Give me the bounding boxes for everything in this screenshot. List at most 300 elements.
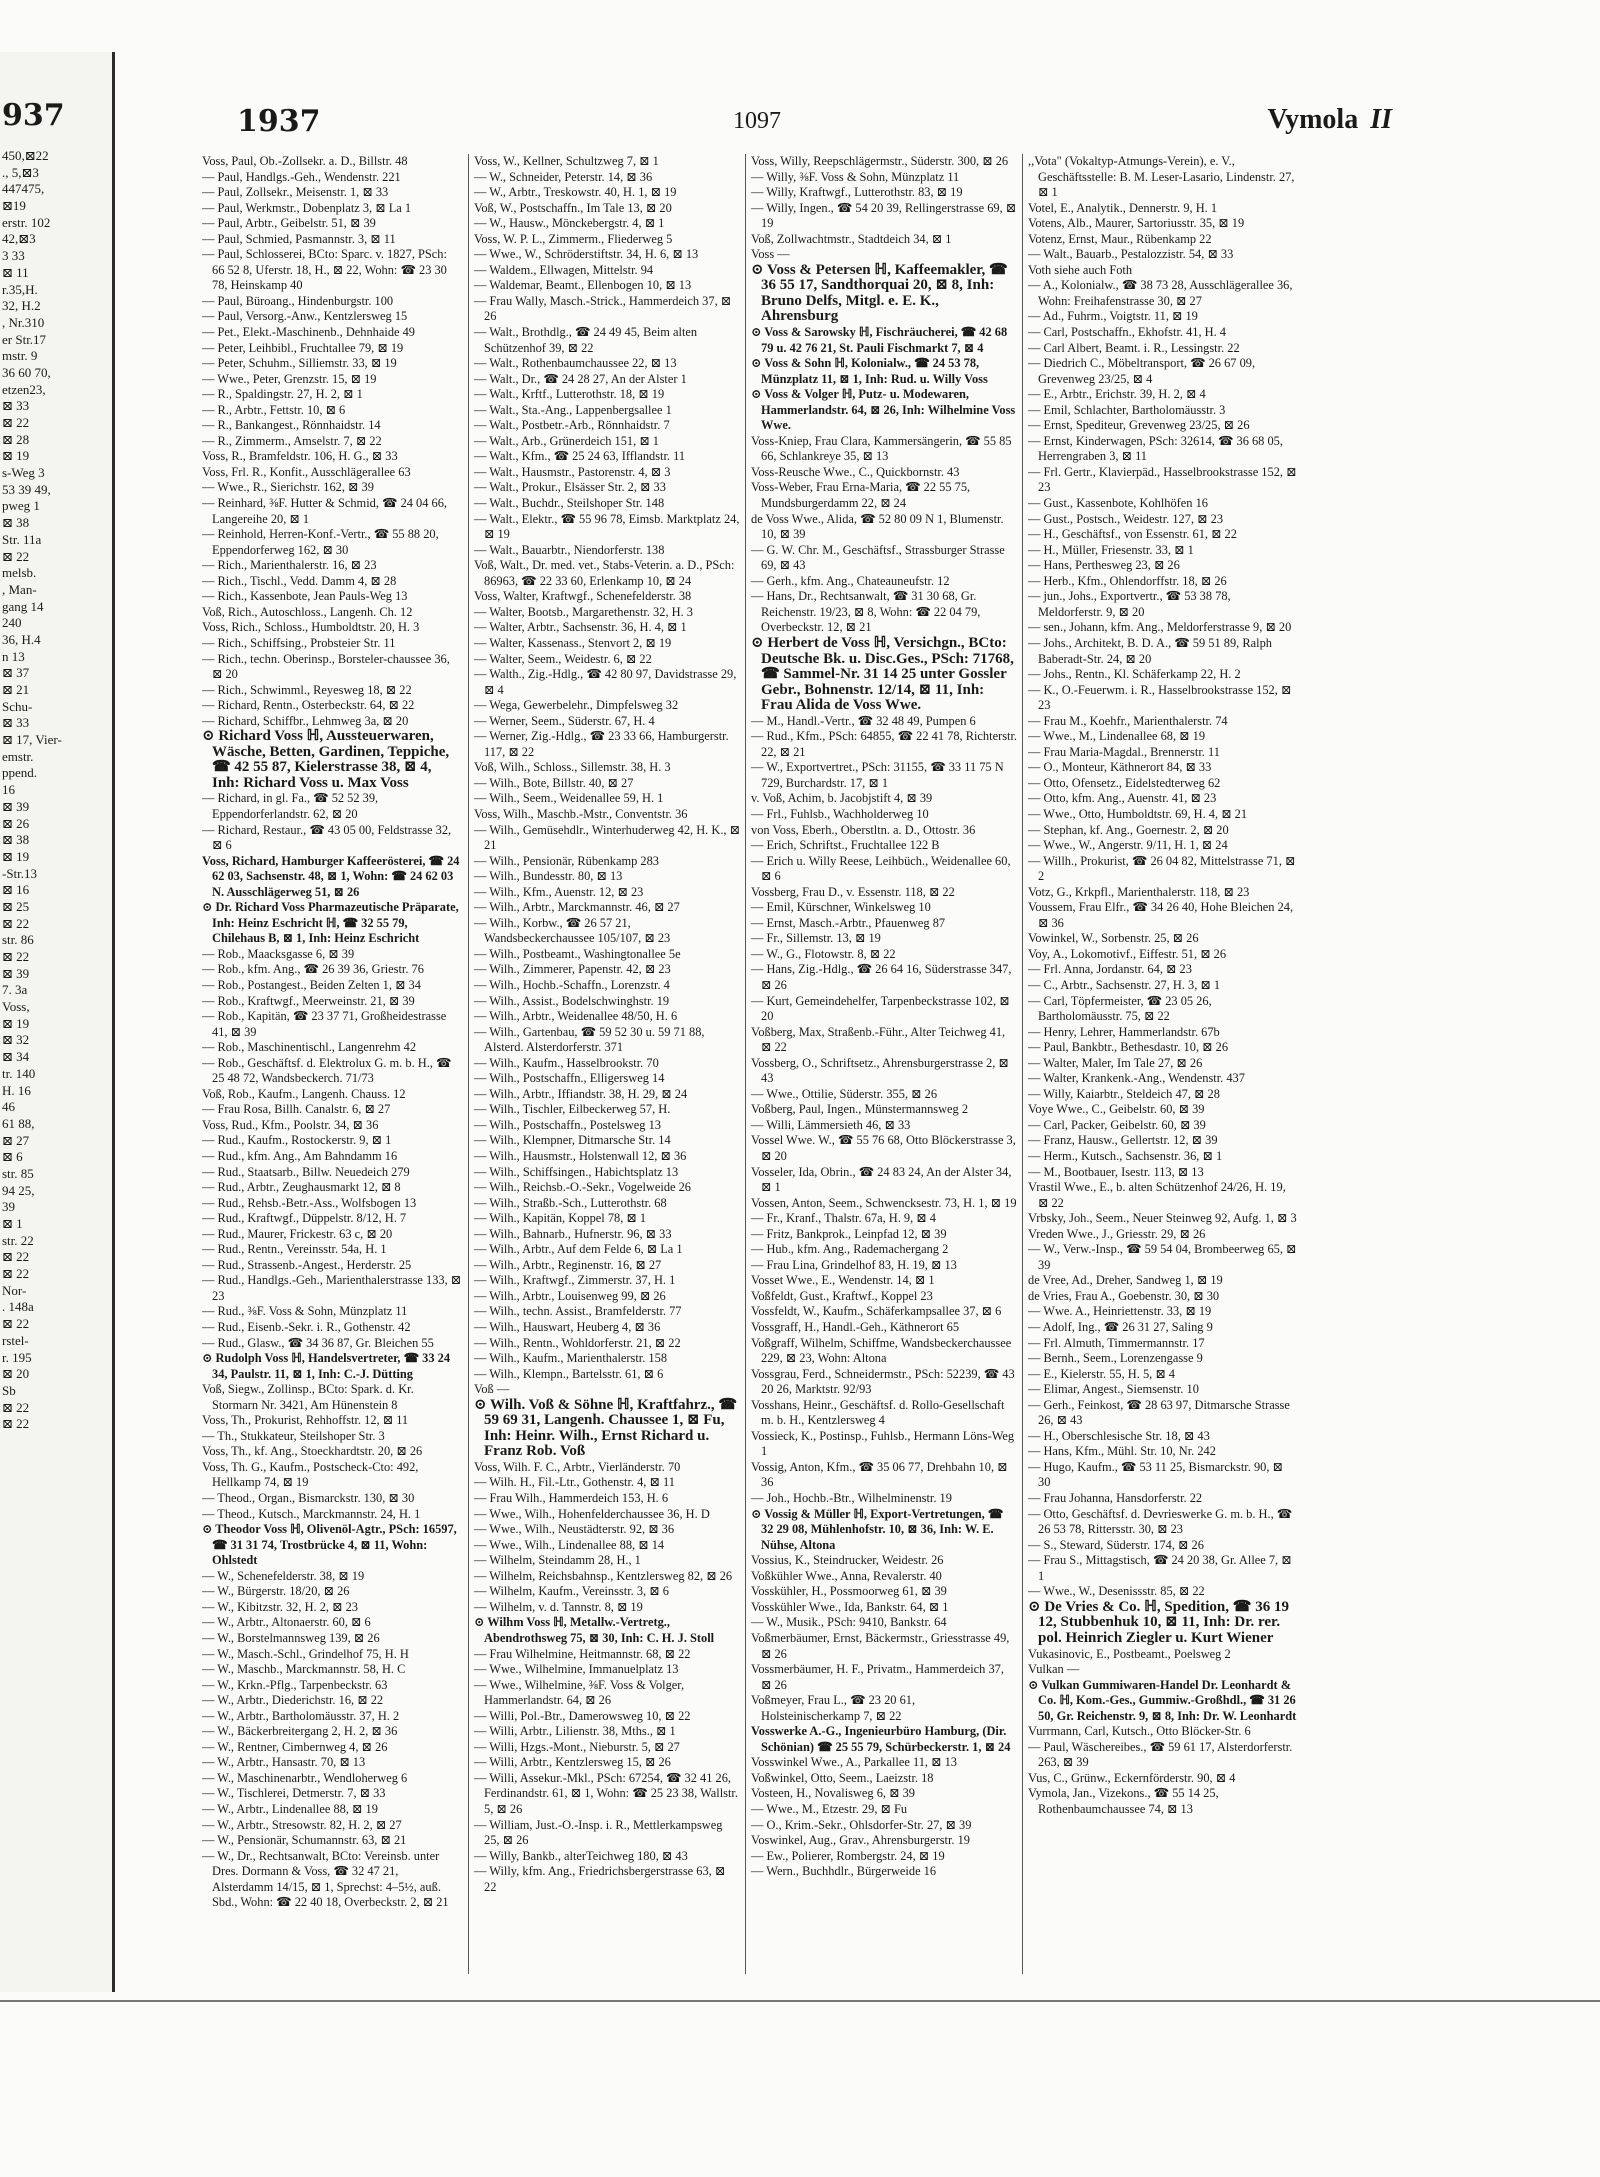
directory-entry: Vossen, Anton, Seem., Schwencksestr. 73, H. 1, ⊠ 19	[751, 1195, 1017, 1210]
directory-entry: — Walt., Brothdlg., ☎ 24 49 45, Beim alten Schützenhof 39, ⊠ 22	[474, 325, 698, 355]
directory-entry: Voss, W., Kellner, Schultzweg 7, ⊠ 1	[474, 154, 659, 168]
directory-entry: — C., Arbtr., Sachsenstr. 27, H. 3, ⊠ 1	[1028, 977, 1221, 992]
directory-entry: — Wwe., R., Sierichstr. 162, ⊠ 39	[202, 480, 374, 495]
directory-entry: — W., Musik., PSch: 9410, Bankstr. 64	[751, 1615, 947, 1630]
directory-entry: Voss, Walter, Kraftwgf., Schenefelderstr. 38	[474, 589, 692, 604]
directory-entry: Voß, Wilh., Schloss., Sillemstr. 38, H. 3	[474, 760, 671, 775]
directory-entry: — Hans, Zig.-Hdlg., ☎ 26 64 16, Süderstrasse 347, ⊠ 26	[751, 962, 1012, 992]
page-number: 1097	[733, 108, 781, 134]
directory-entry: — Paul, Handlgs.-Geh., Wendenstr. 221	[202, 169, 401, 184]
directory-entry: — Walt., Bauarb., Pestalozzistr. 54, ⊠ 33	[1028, 247, 1234, 262]
directory-entry: — Rud., Eisenb.-Sekr. i. R., Gothenstr. 42	[202, 1320, 411, 1335]
directory-entry: — Wilh., Arbtr., Marckmannstr. 46, ⊠ 27	[474, 900, 680, 915]
directory-entry: ⊙ Herbert de Voss ℍ, Versichgn., BCto: Deutsche Bk. u. Disc.Ges., PSch: 71768, ☎ Sammel-Nr. 31 14 25 unter Gossler Gebr., Bohnenstr. 12/14, ⊠ 11, Inh: Frau Alida de Voss Wwe.	[751, 634, 1014, 714]
directory-entry: — Erich u. Willy Reese, Leihbüch., Weidenallee 60, ⊠ 6	[751, 853, 1011, 884]
directory-entry: — Walt., Prokur., Elsässer Str. 2, ⊠ 33	[474, 480, 666, 495]
directory-entry: — Rich., Tischl., Vedd. Damm 4, ⊠ 28	[202, 573, 397, 588]
directory-entry: ⊙ Voss & Sarowsky ℍ, Fischräucherei, ☎ 42 68 79 u. 42 76 21, St. Pauli Fischmarkt 7, ⊠ 4	[751, 325, 1008, 355]
directory-entry: — Ernst, Spediteur, Grevenweg 23/25, ⊠ 26	[1028, 418, 1250, 433]
directory-entry: — Frau Wilhelmine, Heitmannstr. 68, ⊠ 22	[474, 1646, 691, 1661]
directory-entry: — Wilh., Gemüsehdlr., Winterhuderweg 42, H. K., ⊠ 21	[474, 822, 740, 853]
directory-entry: — Joh., Hochb.-Btr., Wilhelminenstr. 19	[751, 1491, 952, 1506]
directory-entry: — Waldem., Ellwagen, Mittelstr. 94	[474, 262, 654, 277]
directory-entry: — Frau S., Mittagstisch, ☎ 24 20 38, Gr. Allee 7, ⊠ 1	[1028, 1553, 1292, 1583]
directory-entry: — H., Müller, Friesenstr. 33, ⊠ 1	[1028, 542, 1194, 557]
directory-entry: — Walter, Seem., Weidestr. 6, ⊠ 22	[474, 651, 652, 666]
volume-number: II	[1370, 104, 1392, 135]
left-page-line: Sb	[2, 1382, 16, 1398]
directory-entry: — Walt., Sta.-Ang., Lappenbergsallee 1	[474, 402, 672, 417]
directory-entry: — Rud., ⅜F. Voss & Sohn, Münzplatz 11	[202, 1304, 408, 1319]
directory-entry: — Willi, Arbtr., Kentzlersweg 15, ⊠ 26	[474, 1755, 671, 1770]
left-page-line: Str. 11a	[2, 531, 42, 547]
directory-entry: — Walter, Kassenass., Stenvort 2, ⊠ 19	[474, 635, 672, 650]
directory-entry: — Fr., Kranf., Thalstr. 67a, H. 9, ⊠ 4	[751, 1211, 936, 1226]
directory-entry: — Wilh., Reichsb.-O.-Sekr., Vogelweide 26	[474, 1180, 692, 1195]
left-page-line: ⊠ 39	[2, 798, 30, 814]
directory-entry: Voss —	[751, 247, 790, 262]
directory-entry: — R., Arbtr., Fettstr. 10, ⊠ 6	[202, 402, 346, 417]
directory-entry: Votenz, Ernst, Maur., Rübenkamp 22	[1028, 231, 1212, 246]
left-page-line: tr. 140	[2, 1065, 36, 1081]
directory-entry: — Willh., Prokurist, ☎ 26 04 82, Mittelstrasse 71, ⊠ 2	[1028, 853, 1296, 884]
directory-entry: Voss, Wilh., Maschb.-Mstr., Conventstr. 36	[474, 806, 688, 821]
directory-entry: — R., Zimmerm., Amselstr. 7, ⊠ 22	[202, 433, 382, 448]
directory-entry: — jun., Johs., Exportvertr., ☎ 53 38 78, Meldorferstr. 9, ⊠ 20	[1028, 589, 1231, 619]
left-page-line: Nor-	[2, 1282, 27, 1298]
left-page-line: 53 39 49,	[2, 481, 51, 497]
directory-entry: — Fr., Sillemstr. 13, ⊠ 19	[751, 931, 881, 946]
directory-entry: — Willy, Bankb., alterTeichweg 180, ⊠ 43	[474, 1848, 688, 1863]
directory-page	[122, 98, 1392, 1993]
directory-entry: — Pet., Elekt.-Maschinenb., Dehnhaide 49	[202, 325, 416, 340]
directory-entry: — Wilh. H., Fil.-Ltr., Gothenstr. 4, ⊠ 11	[474, 1475, 675, 1490]
left-page-line: emstr.	[2, 748, 34, 764]
directory-entry: — Ernst, Masch.-Arbtr., Pfauenweg 87	[751, 915, 946, 930]
left-page-line: r. 195	[2, 1349, 32, 1365]
directory-entry: Vossig, Anton, Kfm., ☎ 35 06 77, Drehbahn 10, ⊠ 36	[751, 1459, 1008, 1490]
directory-entry: de Vree, Ad., Dreher, Sandweg 1, ⊠ 19	[1028, 1273, 1223, 1288]
directory-entry: — Wilh., Kfm., Auenstr. 12, ⊠ 23	[474, 884, 644, 899]
directory-entry: — Willi, Assekur.-Mkl., PSch: 67254, ☎ 32 41 26, Ferdinandstr. 61, ⊠ 1, Wohn: ☎ 25 23 38, Wallstr. 5, ⊠ 26	[474, 1770, 738, 1816]
directory-entry: ⊙ Vulkan Gummiwaren-Handel Dr. Leonhardt & Co. ℍ, Kom.-Ges., Gummiw.-Großhdl., ☎ 31 26 50, Gr. Reichenstr. 9, ⊠ 8, Inh: Dr. W. Leonhardt	[1028, 1677, 1297, 1723]
directory-entry: Voswinkel, Aug., Grav., Ahrensburgerstr. 19	[751, 1833, 970, 1848]
directory-entry: — Wilh., Straßb.-Sch., Lutterothstr. 68	[474, 1195, 667, 1210]
left-page-lines	[2, 148, 106, 1433]
directory-entry: — Rob., Postangest., Beiden Zelten 1, ⊠ 34	[202, 977, 421, 992]
directory-entry: — Rud., Glasw., ☎ 34 36 87, Gr. Bleichen 55	[202, 1335, 434, 1350]
directory-entry: — Willi, Hzgs.-Mont., Nieburstr. 5, ⊠ 27	[474, 1739, 680, 1754]
left-page-line: ⊠ 17, Vier-	[2, 732, 62, 748]
directory-entry: — Wilh., Kapitän, Koppel 78, ⊠ 1	[474, 1211, 647, 1226]
directory-entry: — Wwe., M., Etzestr. 29, ⊠ Fu	[751, 1801, 908, 1816]
directory-entry: — Rob., Maacksgasse 6, ⊠ 39	[202, 946, 355, 961]
directory-entry: — W., Rentner, Cimbernweg 4, ⊠ 26	[202, 1739, 388, 1754]
directory-entry: — Willi, Arbtr., Lilienstr. 38, Mths., ⊠ 1	[474, 1724, 676, 1739]
directory-entry: Vrbsky, Joh., Seem., Neuer Steinweg 92, Aufg. 1, ⊠ 3	[1028, 1211, 1297, 1226]
directory-entry: Voss, Willy, Reepschlägermstr., Süderstr. 300, ⊠ 26	[751, 154, 1009, 168]
column-2	[468, 154, 740, 1974]
directory-entry: — W., Arbtr., Hansastr. 70, ⊠ 13	[202, 1755, 366, 1770]
directory-entry: ⊙ Dr. Richard Voss Pharmazeutische Präparate, Inh: Heinz Eschricht ℍ, ☎ 32 55 79, Chilehaus B, ⊠ 1, Inh: Heinz Eschricht	[202, 900, 459, 946]
directory-entry: Voye Wwe., C., Geibelstr. 60, ⊠ 39	[1028, 1102, 1205, 1117]
directory-entry: — Gerh., kfm. Ang., Chateauneufstr. 12	[751, 573, 950, 588]
directory-entry: — Emil, Kürschner, Winkelsweg 10	[751, 900, 931, 915]
directory-entry: — Rich., Schiffsing., Probsteier Str. 11	[202, 635, 396, 650]
directory-entry: — Peter, Schuhm., Silliemstr. 33, ⊠ 19	[202, 356, 397, 371]
directory-entry: — Rud., Kaufm., Rostockerstr. 9, ⊠ 1	[202, 1133, 392, 1148]
directory-entry: — Rud., Rehsb.-Betr.-Ass., Wolfsbogen 13	[202, 1195, 417, 1210]
directory-entry: — Wilh., Hochb.-Schaffn., Lorenzstr. 4	[474, 977, 670, 992]
directory-entry: — Wilh., Bote, Billstr. 40, ⊠ 27	[474, 775, 634, 790]
directory-entry: — Walth., Zig.-Hdlg., ☎ 42 80 97, Davidstrasse 29, ⊠ 4	[474, 667, 737, 697]
directory-entry: — E., Arbtr., Erichstr. 39, H. 2, ⊠ 4	[1028, 387, 1206, 402]
left-page-year: 937	[2, 98, 65, 133]
directory-entry: — Wilhelm, Kaufm., Vereinsstr. 3, ⊠ 6	[474, 1584, 669, 1599]
left-page-line: s-Weg 3	[2, 465, 45, 481]
directory-entry: — Wwe., Wilh., Neustädterstr. 92, ⊠ 36	[474, 1522, 675, 1537]
directory-entry: — Frau Maria-Magdal., Brennerstr. 11	[1028, 744, 1220, 759]
directory-entry: — Frau Rosa, Billh. Canalstr. 6, ⊠ 27	[202, 1102, 391, 1117]
left-page-line: ⊠ 38	[2, 515, 30, 531]
directory-entry: — Walt., Dr., ☎ 24 28 27, An der Alster 1	[474, 371, 687, 386]
directory-entry: — Walter, Bootsb., Margarethenstr. 32, H. 3	[474, 604, 693, 619]
directory-entry: — W., Schneider, Peterstr. 14, ⊠ 36	[474, 169, 653, 184]
directory-entry: Vossel Wwe. W., ☎ 55 76 68, Otto Blöckerstrasse 3, ⊠ 20	[751, 1133, 1016, 1163]
column-1	[202, 154, 466, 1974]
directory-entry: Voßmeyer, Frau L., ☎ 23 20 61, Holsteinischerkamp 7, ⊠ 22	[751, 1693, 916, 1723]
left-page-line: , Man-	[2, 581, 37, 597]
directory-entry: Vukasinovic, E., Postbeamt., Poelsweg 2	[1028, 1646, 1231, 1661]
directory-entry: — G. W. Chr. M., Geschäftsf., Strassburger Strasse 69, ⊠ 43	[751, 542, 1005, 573]
left-page-line: 46	[2, 1099, 15, 1115]
directory-entry: — Wilh., Rentn., Wohldorferstr. 21, ⊠ 22	[474, 1335, 681, 1350]
directory-entry: — W., Arbtr., Altonaerstr. 60, ⊠ 6	[202, 1615, 371, 1630]
directory-entry: — Bernh., Seem., Lorenzengasse 9	[1028, 1351, 1203, 1366]
directory-entry: — Carl, Töpfermeister, ☎ 23 05 26, Bartholomäusstr. 75, ⊠ 22	[1028, 993, 1212, 1024]
directory-entry: — M., Bootbauer, Isestr. 113, ⊠ 13	[1028, 1164, 1204, 1179]
left-page-line: rstel-	[2, 1332, 29, 1348]
directory-entry: — W., Verw.-Insp., ☎ 59 54 04, Brombeerweg 65, ⊠ 39	[1028, 1242, 1297, 1272]
directory-entry: — W., Maschb., Marckmannstr. 58, H. C	[202, 1662, 406, 1677]
left-page-line: ⊠ 22	[2, 949, 30, 964]
directory-entry: — Wwe., M., Lindenallee 68, ⊠ 19	[1028, 729, 1206, 744]
directory-entry: Voss, Th., Prokurist, Rehhoffstr. 12, ⊠ 11	[202, 1413, 409, 1428]
left-page-line: ⊠ 21	[2, 682, 30, 697]
directory-entry: — Wwe., W., Angerstr. 9/11, H. 1, ⊠ 24	[1028, 838, 1228, 853]
directory-entry: — Walt., Arb., Grünerdeich 151, ⊠ 1	[474, 433, 659, 448]
directory-entry: Vossius, K., Steindrucker, Weidestr. 26	[751, 1553, 944, 1568]
directory-entry: — Hans, Dr., Rechtsanwalt, ☎ 31 30 68, Gr. Reichenstr. 19/23, ⊠ 8, Wohn: ☎ 22 04 79, Overbeckstr. 12, ⊠ 21	[751, 589, 981, 635]
directory-entry: — Franz, Hausw., Gellertstr. 12, ⊠ 39	[1028, 1133, 1218, 1148]
directory-entry: — W., Schenefelderstr. 38, ⊠ 19	[202, 1568, 365, 1583]
directory-entry: — W., Arbtr., Stresowstr. 82, H. 2, ⊠ 27	[202, 1817, 402, 1832]
directory-entry: Voß, W., Postschaffn., Im Tale 13, ⊠ 20	[474, 200, 672, 215]
directory-entry: — Walt., Elektr., ☎ 55 96 78, Eimsb. Marktplatz 24, ⊠ 19	[474, 511, 740, 542]
left-page-line: ⊠ 39	[2, 965, 30, 981]
directory-entry: — Wilh., Arbtr., Iffiandstr. 38, H. 29, ⊠ 24	[474, 1086, 688, 1101]
directory-entry: — Wilh., Hauswart, Heuberg 4, ⊠ 36	[474, 1320, 661, 1335]
left-page-line: ⊠ 19	[2, 848, 30, 864]
column-4	[1022, 154, 1298, 1974]
directory-entry: ⊙ Theodor Voss ℍ, Olivenöl-Agtr., PSch: 16597, ☎ 31 31 74, Trostbrücke 4, ⊠ 11, Wohn: Ohlstedt	[202, 1522, 457, 1568]
directory-entry: Voßmerbäumer, Ernst, Bäckermstr., Griesstrasse 49, ⊠ 26	[751, 1630, 1010, 1661]
directory-entry: — Wilh., Postbeamt., Washingtonallee 5e	[474, 946, 681, 961]
directory-entry: Vreden Wwe., J., Griesstr. 29, ⊠ 26	[1028, 1226, 1206, 1241]
directory-entry: Voss, Paul, Ob.-Zollsekr. a. D., Billstr. 48	[202, 154, 408, 168]
left-page-line: 61 88,	[2, 1115, 35, 1131]
directory-entry: — Wilh., Schiffsingen., Habichtsplatz 13	[474, 1164, 679, 1179]
directory-entry: von Voss, Eberh., Oberstltn. a. D., Ottostr. 36	[751, 822, 976, 837]
left-page-line: 7. 3a	[2, 982, 28, 998]
directory-entry: — Theod., Kutsch., Marckmannstr. 24, H. 1	[202, 1506, 421, 1521]
directory-entry: — Rud., Rentn., Vereinsstr. 54a, H. 1	[202, 1242, 387, 1257]
column-3	[745, 154, 1017, 1974]
directory-entry: — Willy, Kaiarbtr., Steldeich 47, ⊠ 28	[1028, 1086, 1220, 1101]
directory-entry: Voss, R., Bramfeldstr. 106, H. G., ⊠ 33	[202, 449, 398, 464]
directory-entry: — Henry, Lehrer, Hammerlandstr. 67b	[1028, 1024, 1220, 1039]
directory-entry: — Wilh., Kaufm., Marienthalerstr. 158	[474, 1351, 668, 1366]
directory-entry: — Kurt, Gemeindehelfer, Tarpenbeckstrasse 102, ⊠ 20	[751, 993, 1010, 1024]
left-page-line: str. 86	[2, 932, 34, 948]
directory-entry: — Johs., Rentn., Kl. Schäferkamp 22, H. 2	[1028, 667, 1241, 682]
directory-entry: — W., Arbtr., Lindenallee 88, ⊠ 19	[202, 1801, 378, 1816]
directory-entry: — Frl. Almuth, Timmermannstr. 17	[1028, 1335, 1205, 1350]
directory-entry: — Wilhelm, Steindamm 28, H., 1	[474, 1553, 641, 1568]
directory-entry: — W., Masch.-Schl., Grindelhof 75, H. H	[202, 1646, 409, 1661]
directory-entry: — Rud., Arbtr., Zeughausmarkt 12, ⊠ 8	[202, 1180, 401, 1195]
directory-entry: — Rud., Maurer, Frickestr. 63 c, ⊠ 20	[202, 1226, 393, 1241]
left-page-line: ⊠ 22	[2, 548, 30, 564]
directory-entry: Voß —	[474, 1382, 510, 1397]
directory-entry: — Wwe. A., Heinriettenstr. 33, ⊠ 19	[1028, 1304, 1212, 1319]
directory-entry: — Richard, Schiffbr., Lehmweg 3a, ⊠ 20	[202, 713, 409, 728]
directory-entry: de Vries, Frau A., Goebenstr. 30, ⊠ 30	[1028, 1288, 1220, 1303]
left-page-line: 450,⊠22	[2, 148, 49, 163]
directory-entry: Voss, Wilh. F. C., Arbtr., Vierländerstr. 70	[474, 1459, 681, 1474]
left-page-line: ⊠ 32	[2, 1032, 30, 1048]
scan-bottom-edge	[0, 2000, 1600, 2002]
directory-entry: — Gerh., Feinkost, ☎ 28 63 97, Ditmarsche Strasse 26, ⊠ 43	[1028, 1397, 1290, 1428]
directory-entry: — Ad., Fuhrm., Voigtstr. 11, ⊠ 19	[1028, 309, 1198, 324]
left-page-line: H. 16	[2, 1082, 31, 1098]
directory-entry: — Walt., Kfm., ☎ 25 24 63, Ifflandstr. 11	[474, 449, 686, 464]
left-page-line: ⊠ 22	[2, 915, 30, 931]
directory-entry: — Rob., Geschäftsf. d. Elektrolux G. m. b. H., ☎ 25 48 72, Wandsbeckerch. 71/73	[202, 1055, 452, 1086]
directory-entry: — Hugo, Kaufm., ☎ 53 11 25, Bismarckstr. 90, ⊠ 30	[1028, 1459, 1283, 1490]
left-page-fragment	[0, 52, 115, 1992]
directory-entry: — Wwe., Wilhelmine, ⅜F. Voss & Volger, Hammerlandstr. 64, ⊠ 26	[474, 1677, 685, 1708]
directory-entry: — Wilh., techn. Assist., Bramfelderstr. 77	[474, 1304, 682, 1319]
directory-entry: — Rich., Schwimml., Reyesweg 18, ⊠ 22	[202, 682, 412, 697]
directory-entry: — W., Kibitzstr. 32, H. 2, ⊠ 23	[202, 1599, 358, 1614]
directory-entry: ⊙ Voss & Volger ℍ, Putz- u. Modewaren, Hammerlandstr. 64, ⊠ 26, Inh: Wilhelmine Voss Wwe.	[751, 387, 1016, 433]
directory-entry: Voßkühler Wwe., Anna, Revalerstr. 40	[751, 1568, 942, 1583]
directory-entry: Voss-Kniep, Frau Clara, Kammersängerin, ☎ 55 85 66, Schlankreye 35, ⊠ 13	[751, 433, 1012, 464]
directory-entry: Voß, Siegw., Zollinsp., BCto: Spark. d. Kr. Stormarn Nr. 3421, Am Hünenstein 8	[202, 1382, 414, 1412]
left-page-line: ⊠ 11	[2, 264, 29, 280]
directory-entry: Vurrmann, Carl, Kutsch., Otto Blöcker-Str. 6	[1028, 1724, 1251, 1739]
directory-entry: — O., Krim.-Sekr., Ohlsdorfer-Str. 27, ⊠ 39	[751, 1817, 972, 1832]
directory-entry: — Wilh., Tischler, Eilbeckerweg 57, H.	[474, 1102, 671, 1117]
directory-entry: — Ernst, Kinderwagen, PSch: 32614, ☎ 36 68 05, Herrengraben 3, ⊠ 11	[1028, 433, 1283, 464]
directory-entry: — Richard, in gl. Fa., ☎ 52 52 39, Eppendorferlandstr. 62, ⊠ 20	[202, 791, 379, 821]
directory-entry: — W., Bäckerbreitergang 2, H. 2, ⊠ 36	[202, 1724, 398, 1739]
directory-entry: — Rich., Marienthalerstr. 16, ⊠ 23	[202, 558, 377, 573]
directory-entry: Voss-Weber, Frau Erna-Maria, ☎ 22 55 75, Mundsburgerdamm 22, ⊠ 24	[751, 480, 971, 511]
directory-entry: — W., Arbtr., Treskowstr. 40, H. 1, ⊠ 19	[474, 185, 677, 200]
directory-entry: — H., Oberschlesische Str. 18, ⊠ 43	[1028, 1428, 1210, 1443]
directory-entry: — Wilh., Assist., Bodelschwinghstr. 19	[474, 993, 670, 1008]
directory-entry: Vossgrau, Ferd., Schneidermstr., PSch: 52239, ☎ 43 20 26, Marktstr. 92/93	[751, 1366, 1015, 1397]
directory-entry: Voß, Rob., Kaufm., Langenh. Chauss. 12	[202, 1086, 406, 1101]
left-page-line: ⊠ 34	[2, 1049, 30, 1065]
directory-entry: Vrastil Wwe., E., b. alten Schützenhof 24/26, H. 19, ⊠ 22	[1028, 1180, 1286, 1210]
directory-entry: — Willy, kfm. Ang., Friedrichsbergerstrasse 63, ⊠ 22	[474, 1864, 726, 1894]
directory-entry: — Paul, Versorg.-Anw., Kentzlersweg 15	[202, 309, 408, 324]
directory-entry: — Rob., Kapitän, ☎ 23 37 71, Großheidestrasse 41, ⊠ 39	[202, 1009, 447, 1039]
directory-entry: — Richard, Restaur., ☎ 43 05 00, Feldstrasse 32, ⊠ 6	[202, 822, 452, 853]
directory-entry: — Adolf, Ing., ☎ 26 31 27, Saling 9	[1028, 1320, 1213, 1335]
directory-entry: — Waldemar, Beamt., Ellenbogen 10, ⊠ 13	[474, 278, 692, 293]
directory-entry: — Wilh., Arbtr., Auf dem Felde 6, ⊠ La 1	[474, 1242, 683, 1257]
directory-entry: — Walt., Krftf., Lutterothstr. 18, ⊠ 19	[474, 387, 665, 402]
directory-entry: Votz, G., Krkpfl., Marienthalerstr. 118, ⊠ 23	[1028, 884, 1250, 899]
left-page-line: ⊠ 22	[2, 1416, 30, 1432]
directory-entry: Voßberg, Max, Straßenb.-Führ., Alter Teichweg 41, ⊠ 22	[751, 1024, 1006, 1055]
directory-entry: — Diedrich C., Möbeltransport, ☎ 26 67 09, Grevenweg 23/25, ⊠ 4	[1028, 356, 1256, 386]
directory-entry: — Hans, Perthesweg 23, ⊠ 26	[1028, 558, 1180, 573]
directory-entry: Vulkan —	[1028, 1662, 1080, 1677]
directory-entry: — Wilh., Postschaffn., Postelsweg 13	[474, 1117, 661, 1132]
left-page-line: Schu-	[2, 698, 33, 714]
left-page-line: mstr. 9	[2, 348, 38, 364]
left-page-line: ⊠ 27	[2, 1132, 30, 1148]
directory-entry: — Herb., Kfm., Ohlendorffstr. 18, ⊠ 26	[1028, 573, 1227, 588]
left-page-line: gang 14	[2, 598, 44, 614]
left-page-line: ⊠ 19	[2, 448, 30, 464]
directory-entry: ⊙ Vossig & Müller ℍ, Export-Vertretungen, ☎ 32 29 08, Mühlenhofstr. 10, ⊠ 36, Inh: W. E. Nühse, Altona	[751, 1506, 1004, 1552]
left-page-line: ⊠ 22	[2, 1249, 30, 1265]
directory-entry: — Walter, Arbtr., Sachsenstr. 36, H. 4, ⊠ 1	[474, 620, 687, 635]
directory-entry: Vus, C., Grünw., Eckernförderstr. 90, ⊠ 4	[1028, 1770, 1236, 1785]
left-page-line: 447475,	[2, 181, 45, 197]
directory-entry: Vosskühler, H., Possmoorweg 61, ⊠ 39	[751, 1584, 947, 1599]
directory-entry: — Wega, Gewerbelehr., Dimpfelsweg 32	[474, 698, 679, 713]
directory-entry: — Otto, kfm. Ang., Auenstr. 41, ⊠ 23	[1028, 791, 1217, 806]
directory-entry: — Willy, Kraftwgf., Lutterothstr. 83, ⊠ 19	[751, 185, 963, 200]
directory-entry: — W., Arbtr., Diederichstr. 16, ⊠ 22	[202, 1693, 384, 1708]
running-head	[1267, 104, 1392, 136]
directory-entry: — Rob., Kraftwgf., Meerweinstr. 21, ⊠ 39	[202, 993, 415, 1008]
left-page-line: n 13	[2, 648, 25, 664]
directory-entry: — Reinhard, ⅜F. Hutter & Schmid, ☎ 24 04 66, Langereihe 20, ⊠ 1	[202, 496, 448, 526]
directory-entry: — Elimar, Angest., Siemsenstr. 10	[1028, 1382, 1199, 1397]
left-page-line: ⊠ 33	[2, 715, 30, 731]
directory-entry: — R., Bankangest., Rönnhaidstr. 14	[202, 418, 381, 433]
directory-entry: — Otto, Ofensetz., Eidelstedterweg 62	[1028, 775, 1221, 790]
directory-entry: Voßberg, Paul, Ingen., Münstermannsweg 2	[751, 1102, 969, 1117]
left-page-line: 42,⊠3	[2, 231, 36, 247]
directory-entry: — Walter, Maler, Im Tale 27, ⊠ 26	[1028, 1055, 1203, 1070]
directory-entry: Vosskühler Wwe., Ida, Bankstr. 64, ⊠ 1	[751, 1599, 949, 1614]
directory-entry: — Paul, Werkmstr., Dobenplatz 3, ⊠ La 1	[202, 200, 412, 215]
directory-entry: — A., Kolonialw., ☎ 38 73 28, Ausschlägerallee 36, Wohn: Freihafenstrasse 30, ⊠ 27	[1028, 278, 1293, 308]
left-page-line: 39	[2, 1199, 15, 1215]
directory-entry: — Walt., Hausmstr., Pastorenstr. 4, ⊠ 3	[474, 464, 671, 479]
left-page-line: ⊠ 22	[2, 415, 30, 430]
left-page-line: 36, H.4	[2, 631, 41, 647]
directory-entry: — Carl Albert, Beamt. i. R., Lessingstr. 22	[1028, 340, 1240, 355]
directory-entry: — Theod., Organ., Bismarckstr. 130, ⊠ 30	[202, 1491, 415, 1506]
directory-entry: — Frl. Anna, Jordanstr. 64, ⊠ 23	[1028, 962, 1192, 977]
directory-entry: — Wilh., Bahnarb., Hufnerstr. 96, ⊠ 33	[474, 1226, 672, 1241]
directory-entry: — W., Bürgerstr. 18/20, ⊠ 26	[202, 1584, 350, 1599]
left-page-line: ⊠ 19	[2, 1015, 30, 1031]
directory-entry: Voss, Frl. R., Konfit., Ausschlägerallee 63	[202, 464, 411, 479]
directory-entry: — Wilhelm, Reichsbahnsp., Kentzlersweg 82, ⊠ 26	[474, 1568, 733, 1583]
directory-entry: Vowinkel, W., Sorbenstr. 25, ⊠ 26	[1028, 931, 1199, 946]
directory-entry: Voss, Rud., Kfm., Poolstr. 34, ⊠ 36	[202, 1117, 379, 1132]
directory-entry: — Wilh., Pensionär, Rübenkamp 283	[474, 853, 659, 868]
directory-entry: — Rud., Kfm., PSch: 64855, ☎ 22 41 78, Richterstr. 22, ⊠ 21	[751, 729, 1017, 759]
directory-entry: — Paul, Büroang., Hindenburgstr. 100	[202, 293, 394, 308]
directory-entry: — Wilh., Zimmerer, Papenstr. 42, ⊠ 23	[474, 962, 671, 977]
directory-entry: Voss, Rich., Schloss., Humboldtstr. 20, H. 3	[202, 620, 420, 635]
directory-entry: — Th., Stukkateur, Steilshoper Str. 3	[202, 1428, 385, 1443]
directory-entry: Voß, Zollwachtmstr., Stadtdeich 34, ⊠ 1	[751, 231, 952, 246]
directory-entry: — W., Exportvertret., PSch: 31155, ☎ 33 11 75 N 729, Burchardstr. 17, ⊠ 1	[751, 760, 1004, 790]
directory-entry: ⊙ Wilhm Voss ℍ, Metallw.-Vertretg., Abendrothsweg 75, ⊠ 30, Inh: C. H. J. Stoll	[474, 1615, 715, 1645]
directory-entry: Vossberg, Frau D., v. Essenstr. 118, ⊠ 22	[751, 884, 955, 899]
directory-entry: Vosseler, Ida, Obrin., ☎ 24 83 24, An der Alster 34, ⊠ 1	[751, 1164, 1012, 1195]
left-page-line: ⊠ 20	[2, 1366, 30, 1382]
directory-entry: — E., Kielerstr. 55, H. 5, ⊠ 4	[1028, 1366, 1176, 1381]
left-page-line: ⊠ 33	[2, 398, 30, 414]
directory-entry: — O., Monteur, Käthnerort 84, ⊠ 33	[1028, 760, 1212, 775]
left-page-line: 36 60 70,	[2, 364, 51, 380]
directory-entry: Vosteen, H., Novalisweg 6, ⊠ 39	[751, 1786, 915, 1801]
directory-entry: — William, Just.-O.-Insp. i. R., Mettlerkampsweg 25, ⊠ 26	[474, 1817, 723, 1848]
directory-entry: — Ew., Polierer, Rombergstr. 24, ⊠ 19	[751, 1848, 945, 1863]
directory-entry: — Wilh., Kaufm., Hasselbrookstr. 70	[474, 1055, 659, 1070]
directory-entry: ⊙ Voss & Petersen ℍ, Kaffeemakler, ☎ 36 55 17, Sandthorquai 20, ⊠ 8, Inh: Bruno Delfs, Mitgl. e. E. K., Ahrensburg	[751, 261, 1008, 325]
directory-entry: — W., G., Flotowstr. 8, ⊠ 22	[751, 946, 896, 961]
directory-entry: Vossieck, K., Postinsp., Fuhlsb., Hermann Löns-Weg 1	[751, 1428, 1015, 1459]
directory-entry: — S., Steward, Süderstr. 174, ⊠ 26	[1028, 1537, 1204, 1552]
left-page-line: erstr. 102	[2, 214, 51, 230]
left-page-line: ⊠ 22	[2, 1266, 30, 1282]
directory-entry: — Fritz, Bankprok., Leinpfad 12, ⊠ 39	[751, 1226, 947, 1241]
directory-entry: — K., O.-Feuerwm. i. R., Hasselbrookstrasse 152, ⊠ 23	[1028, 682, 1292, 713]
directory-entry: — Paul, Zollsekr., Meisenstr. 1, ⊠ 33	[202, 185, 389, 200]
directory-entry: — Walt., Postbetr.-Arb., Rönnhaidstr. 7	[474, 418, 670, 433]
directory-entry: Vosswinkel Wwe., A., Parkallee 11, ⊠ 13	[751, 1755, 957, 1770]
directory-entry: ⊙ Richard Voss ℍ, Aussteuerwaren, Wäsche, Betten, Gardinen, Teppiche, ☎ 42 55 87, Kielerstrasse 38, ⊠ 4, Inh: Richard Voss u. Max Voss	[202, 728, 450, 791]
directory-entry: Vosshans, Heinr., Geschäftsf. d. Rollo-Gesellschaft m. b. H., Kentzlersweg 4	[751, 1397, 1005, 1428]
left-page-line: ⊠ 37	[2, 665, 30, 681]
left-page-line: ⊠ 22	[2, 1399, 30, 1415]
directory-entry: Vymola, Jan., Vizekons., ☎ 55 14 25, Rothenbaumchaussee 74, ⊠ 13	[1028, 1786, 1219, 1816]
directory-entry: — Johs., Architekt, B. D. A., ☎ 59 51 89, Ralph Baberadt-Str. 24, ⊠ 20	[1028, 635, 1272, 666]
directory-entry: Voss, W. P. L., Zimmerm., Fliederweg 5	[474, 231, 673, 246]
directory-entry: — Stephan, kf. Ang., Goernestr. 2, ⊠ 20	[1028, 822, 1229, 837]
left-page-line: -Str.13	[2, 865, 38, 881]
left-page-line: . 148a	[2, 1299, 34, 1315]
left-page-line: r.35,H.	[2, 281, 38, 297]
left-page-line: ⊠ 25	[2, 898, 30, 914]
directory-entry: — Peter, Leihbibl., Fruchtallee 79, ⊠ 19	[202, 340, 404, 355]
